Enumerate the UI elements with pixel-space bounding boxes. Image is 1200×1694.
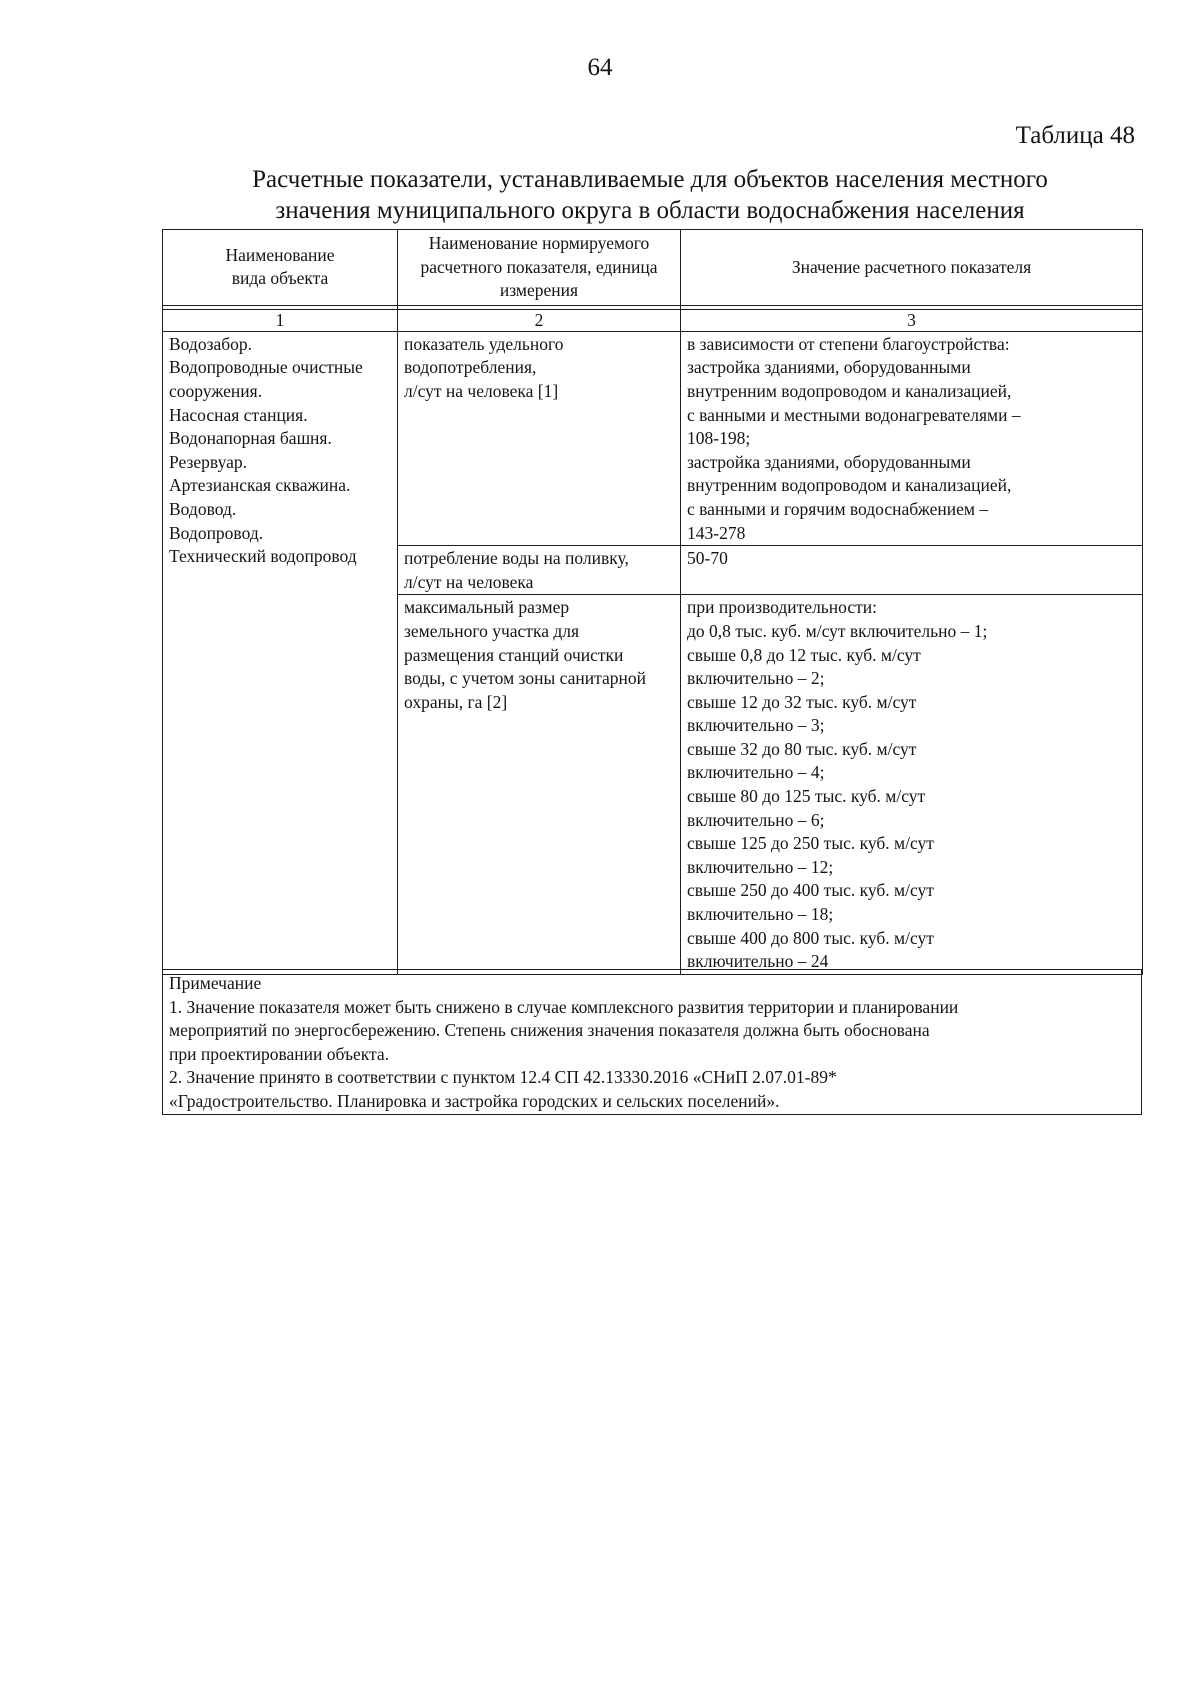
object-type: Технический водопровод <box>169 546 357 567</box>
cell-line: 143-278 <box>687 522 746 543</box>
cell-line: включительно – 4; <box>687 762 825 783</box>
cell-line: включительно – 24 <box>687 951 829 972</box>
note-line: 2. Значение принято в соответствии с пунктом 12.4 СП 42.13330.2016 «СНиП 2.07.01-89* <box>169 1067 837 1088</box>
cell-line: при производительности: <box>687 597 877 618</box>
header-line: Наименование нормируемого <box>428 233 650 253</box>
column-number: 1 <box>163 309 398 331</box>
value-cell <box>681 546 1143 595</box>
document-title <box>150 164 1150 226</box>
column-number: 2 <box>398 309 681 331</box>
header-line: расчетного показателя, единица <box>420 256 658 277</box>
object-type: Артезианская скважина. <box>169 475 351 496</box>
cell-line: включительно – 3; <box>687 715 825 736</box>
cell-line: свыше 250 до 400 тыс. куб. м/сут <box>687 880 934 901</box>
cell-line: застройка зданиями, оборудованными <box>687 357 971 378</box>
cell-line: включительно – 18; <box>687 904 834 925</box>
cell-line: свыше 125 до 250 тыс. куб. м/сут <box>687 833 934 854</box>
cell-line: включительно – 6; <box>687 809 825 830</box>
object-type: Водопровод. <box>169 522 264 543</box>
cell-line: с ванными и горячим водоснабжением – <box>687 498 989 519</box>
object-type: Насосная станция. <box>169 404 308 425</box>
value-cell <box>681 331 1143 545</box>
note-title: Примечание <box>169 973 262 993</box>
cell-line: внутренним водопроводом и канализацией, <box>687 475 1012 496</box>
table-row <box>163 331 1143 545</box>
cell-line: охраны, га [2] <box>404 691 508 712</box>
header-line: Значение расчетного показателя <box>791 256 1032 277</box>
cell-line: водопотребления, <box>404 357 537 378</box>
note-line: 1. Значение показателя может быть снижено в случае комплексного развития территории и планировании <box>169 996 959 1017</box>
header-indicator <box>398 230 681 306</box>
object-type: Водозабор. <box>169 333 253 354</box>
title-line: Расчетные показатели, устанавливаемые для объектов населения местного <box>252 166 1048 193</box>
cell-line: с ванными и местными водонагревателями – <box>687 404 1021 425</box>
value-cell <box>681 595 1143 975</box>
column-number-row <box>163 309 1143 331</box>
object-type: Водовод. <box>169 498 237 519</box>
cell-line: свыше 400 до 800 тыс. куб. м/сут <box>687 927 934 948</box>
indicator-cell <box>398 331 681 545</box>
note-line: «Градостроительство. Планировка и застройка городских и сельских поселений». <box>169 1090 780 1111</box>
cell-line: в зависимости от степени благоустройства: <box>687 333 1010 354</box>
cell-line: включительно – 12; <box>687 856 834 877</box>
header-line: Наименование <box>225 244 335 265</box>
cell-line: до 0,8 тыс. куб. м/сут включительно – 1; <box>687 620 988 641</box>
cell-line: свыше 12 до 32 тыс. куб. м/сут <box>687 691 917 712</box>
cell-line: л/сут на человека [1] <box>404 380 559 401</box>
indicator-cell <box>398 546 681 595</box>
title-line: значения муниципального округа в области водоснабжения населения <box>275 197 1025 224</box>
cell-line: потребление воды на поливку, <box>404 548 629 569</box>
cell-line: показатель удельного <box>404 333 564 354</box>
object-type: Водопроводные очистные <box>169 357 363 378</box>
header-value <box>681 230 1143 306</box>
cell-line: л/сут на человека <box>404 571 534 592</box>
header-row <box>163 230 1143 306</box>
cell-line: воды, с учетом зоны санитарной <box>404 668 646 689</box>
indicator-table <box>162 229 1142 975</box>
note-line: при проектировании объекта. <box>169 1043 390 1064</box>
cell-line: свыше 80 до 125 тыс. куб. м/сут <box>687 786 926 807</box>
cell-line: земельного участка для <box>404 620 580 641</box>
header-object-type <box>163 230 398 306</box>
object-type: Водонапорная башня. <box>169 428 332 449</box>
cell-line: включительно – 2; <box>687 668 825 689</box>
cell-line: внутренним водопроводом и канализацией, <box>687 380 1012 401</box>
object-type: Резервуар. <box>169 451 247 472</box>
cell-line: свыше 0,8 до 12 тыс. куб. м/сут <box>687 644 921 665</box>
header-line: вида объекта <box>231 268 329 289</box>
object-type: сооружения. <box>169 380 263 401</box>
cell-line: максимальный размер <box>404 597 570 618</box>
note-line: мероприятий по энергосбережению. Степень снижения значения показателя должна быть обоснована <box>169 1020 930 1041</box>
table-label: Таблица 48 <box>1015 122 1135 149</box>
column-number: 3 <box>681 309 1143 331</box>
cell-line: застройка зданиями, оборудованными <box>687 451 971 472</box>
cell-line: свыше 32 до 80 тыс. куб. м/сут <box>687 738 917 759</box>
indicator-cell <box>398 595 681 975</box>
cell-line: 108-198; <box>687 428 751 449</box>
object-types-cell <box>163 331 398 974</box>
page-number: 64 <box>587 54 613 81</box>
header-line: измерения <box>499 280 579 301</box>
cell-line: 50-70 <box>687 548 728 569</box>
table-note <box>162 969 1142 1115</box>
cell-line: размещения станций очистки <box>404 644 624 665</box>
